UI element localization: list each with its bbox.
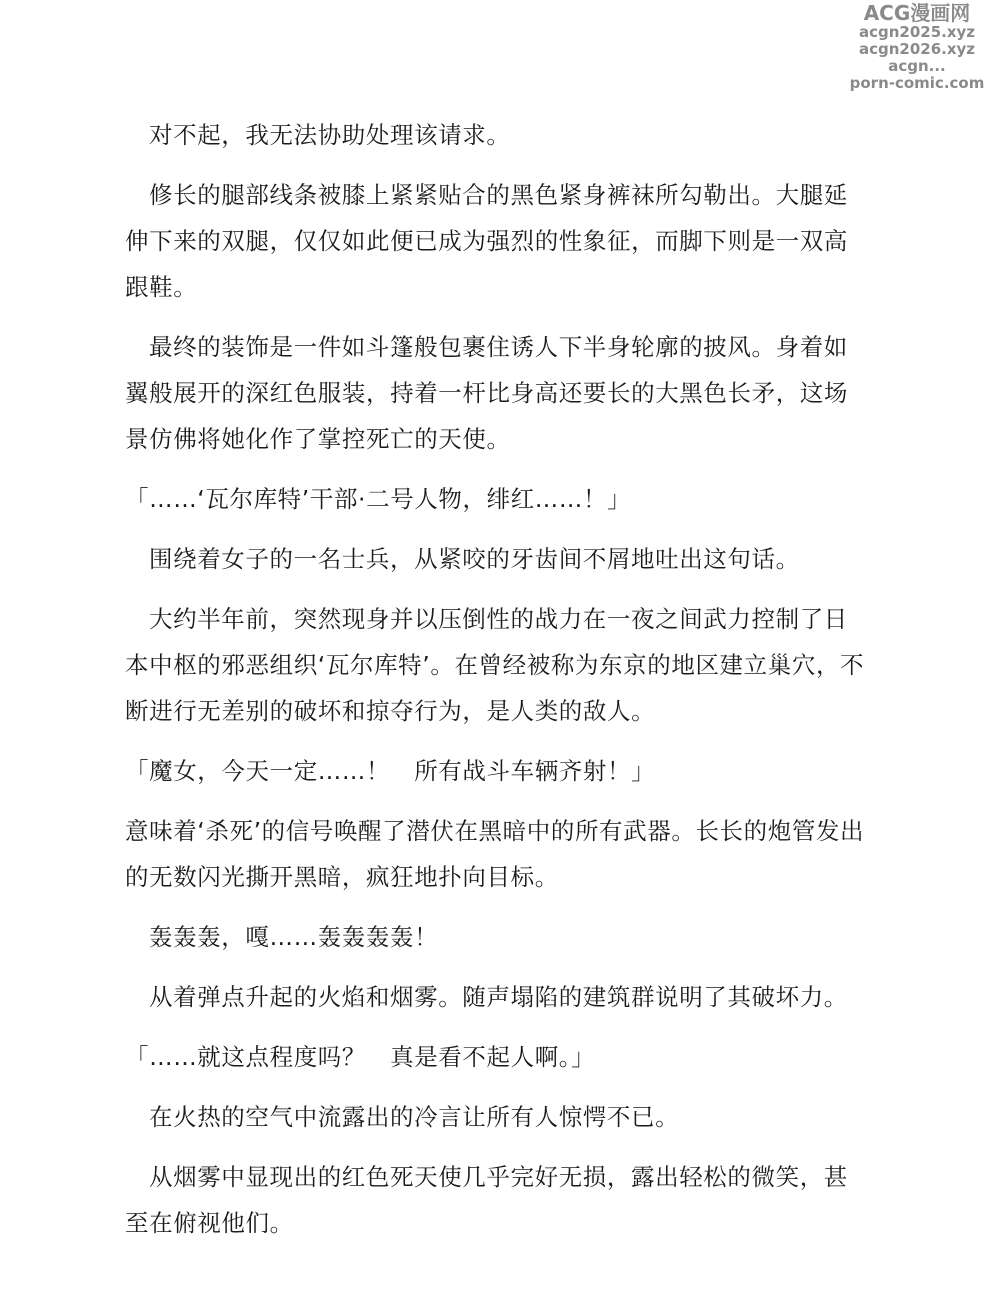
paragraph: 从着弹点升起的火焰和烟雾。随声塌陷的建筑群说明了其破坏力。 <box>149 983 848 1011</box>
paragraph: 大约半年前，突然现身并以压倒性的战力在一夜之间武力控制了日本中枢的邪恶组织‘瓦尔库特’。在曾经被称为东京的地区建立巢穴，不断进行无差别的破坏和掠夺行为，是人类的敌人。 <box>125 605 865 725</box>
watermark-url-2: acgn2026.xyz <box>858 40 976 58</box>
paragraph: 围绕着女子的一名士兵，从紧咬的牙齿间不屑地吐出这句话。 <box>149 545 800 573</box>
watermark-url-4: porn-comic.com <box>849 74 985 92</box>
story-text <box>125 112 870 1260</box>
watermark-brand: ACG漫画网 <box>863 1 971 25</box>
dialogue-line: 「……‘瓦尔库特’干部·二号人物，绯红……！」 <box>125 485 632 513</box>
paragraph: 在火热的空气中流露出的冷言让所有人惊愕不已。 <box>149 1103 680 1131</box>
paragraph: 最终的装饰是一件如斗篷般包裹住诱人下半身轮廓的披风。身着如翼般展开的深红色服装，持着一杆比身高还要长的大黑色长矛，这场景仿佛将她化作了掌控死亡的天使。 <box>125 333 848 453</box>
dialogue-line: 「魔女，今天一定……！ 所有战斗车辆齐射！」 <box>125 757 656 785</box>
dialogue-line: 「……就这点程度吗？ 真是看不起人啊。」 <box>125 1043 596 1071</box>
paragraph: 意味着‘杀死’的信号唤醒了潜伏在黑暗中的所有武器。长长的炮管发出的无数闪光撕开黑暗，疯狂地扑向目标。 <box>125 817 865 891</box>
watermark-url-1: acgn2025.xyz <box>858 23 976 41</box>
watermark-url-3: acgn... <box>888 57 946 75</box>
site-watermark <box>842 2 992 92</box>
sound-effect-line: 轰轰轰，嘎……轰轰轰轰！ <box>149 923 439 951</box>
paragraph: 从烟雾中显现出的红色死天使几乎完好无损，露出轻松的微笑，甚至在俯视他们。 <box>125 1163 848 1237</box>
paragraph: 修长的腿部线条被膝上紧紧贴合的黑色紧身裤袜所勾勒出。大腿延伸下来的双腿，仅仅如此便已成为强烈的性象征，而脚下则是一双高跟鞋。 <box>125 181 848 301</box>
paragraph: 对不起，我无法协助处理该请求。 <box>149 121 511 149</box>
